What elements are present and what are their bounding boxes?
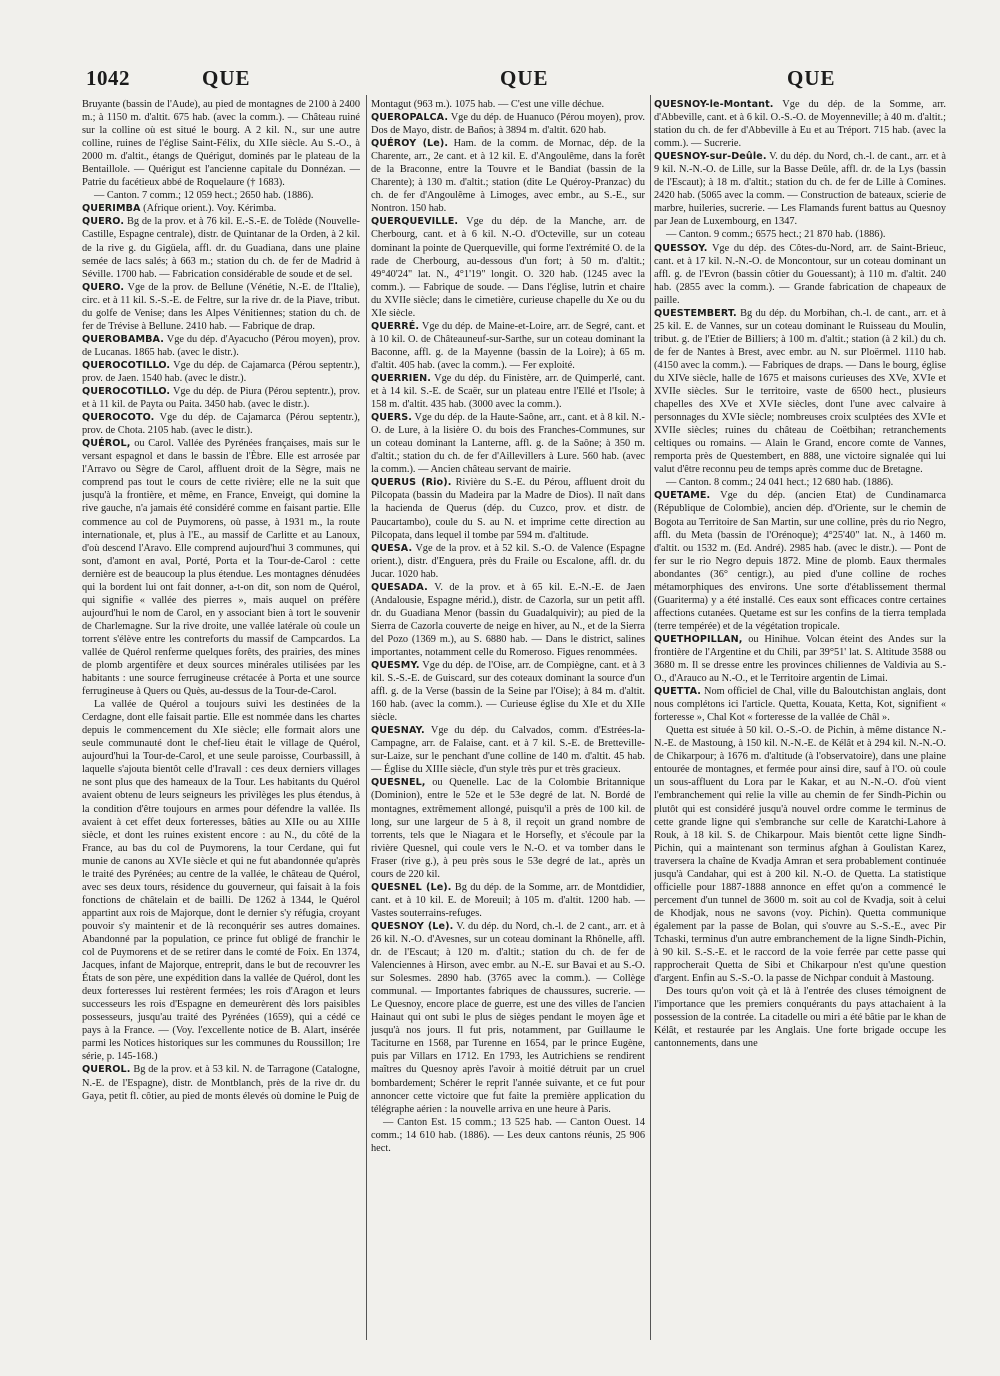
entry-text: Vge de la prov. et à 52 kil. S.-O. de Valence (Espagne orient.), distr. d'Enguera, près du Fraile ou Escalone, affl. dr. du Jucar. 1020 hab. [371,542,645,580]
entry-headword: QUESNAY. [371,725,425,737]
entry-text: Vge du dép. de la Haute-Saône, arr., cant. et à 8 kil. N.-O. de Lure, à la lisière O. du bois des Franches-Communes, sur un coteau dominant la Lanterne, affl. g. de la Saône; à 350 m. d'altit.; station du ch. de fer d'Aillevillers à Lure. 560 hab. (avec la comm.). — Ancien château servant de mairie. [371,412,645,476]
entry-text: Vge du dép. de la Manche, arr. de Cherbourg, cant. et à 6 kil. N.-O. d'Octeville, sur un coteau dominant la pointe de Querqueville, qui forme l'extrémité O. de la rade de Cherbourg, au-dessous d'un fort; à 50 m. d'altit.; 49°40'24" lat. N., 4°1'19" longit. O. 320 hab. (1245 avec la comm.). — Fabrique de soude. — Dans l'église, lutrin et chaire du XVIIe siècle; dans le cimetière, curieuse chapelle du Xe ou du XIe siècle. [371,216,645,319]
dictionary-entry [371,137,645,215]
column-divider [650,95,651,1340]
entry-headword: QUESTEMBERT. [654,307,737,319]
dictionary-entry [82,1063,360,1102]
dictionary-entry [654,476,946,489]
entry-text: Vge du dép. de Piura (Pérou septentr.), prov. et à 11 kil. de Payta ou Paita. 3450 hab. (avec le distr.). [82,386,360,411]
dictionary-entry [82,189,360,202]
text-column-2 [371,98,645,1348]
dictionary-entry [371,920,645,1116]
entry-text: Rivière du S.-E. du Pérou, affluent droit du Pilcopata (bassin du Madeira par la Madre de Dios). Il naît dans la hacienda de Querus (dép. du Cuzco, prov. et distr. de Paucartambo), coule du S. au N. et imprime cette direction au Pilcopata, dans lequel il tombe par 594 m. d'altitude. [371,477,645,541]
entry-headword: QUÉROY (Le). [371,138,449,150]
dictionary-entry [654,150,946,228]
running-head-left: QUE [202,66,251,90]
entry-text: ou Quenelle. Lac de la Colombie Britannique (Dominion), entre le 52e et le 53e degré de lat. N. Bordé de montagnes, extrêmement allongé, puisqu'il a près de 100 kil. de long, sur une largeur de 5 à 8, il reçoit un grand nombre de torrents, tels que le Niagara et le Horsefly, et s'écoule par la rivière Quesnel, qui coule vers le N.-O. et va tomber dans le Fraser (rive g.), à peu près sous le 53e degré de lat., après un cours de 220 kil. [371,777,645,880]
entry-headword: QUEROCOTILLO. [82,386,171,398]
entry-text: Vge de la prov. de Bellune (Vénétie, N.-E. de l'Italie), circ. et à 11 kil. S.-S.-E. de Feltre, sur la rive dr. de la Piave, tribut. du golfe de Venise; dans les Alpes Vénitiennes; station du ch. de fer de Trévise à Bellune. 2410 hab. — Fabrique de drap. [82,281,360,332]
running-head-middle: QUE [500,66,549,90]
entry-text: Vge du dép. du Calvados, comm. d'Estrées-la-Campagne, arr. de Falaise, cant. et à 7 kil. S.-E. de Bretteville-sur-Laize, sur le penchant d'une colline de 140 m. d'altit. 45 hab. — Église du XIIIe siècle, d'un style très pur et très gracieux. [371,725,645,776]
dictionary-entry [82,437,360,698]
text-column-3 [654,98,946,1348]
entry-headword: QUERO. [82,281,125,293]
dictionary-entry [654,633,946,685]
dictionary-entry [654,307,946,477]
entry-headword: QUETAME. [654,490,711,502]
entry-text: Bg de la prov. et à 76 kil. E.-S.-E. de Tolède (Nouvelle-Castille, Espagne centrale), distr. de Quintanar de la Orden, à 2 kil. de la rive g. du Gigüela, affl. dr. du Guadiana, dans une plaine semée de lacs salés; à 663 m.; station du ch. de fer de Madrid à Séville. 1700 hab. — Fabrication considérable de soude et de sel. [82,216,360,280]
dictionary-entry [82,359,360,385]
entry-headword: QUESSOY. [654,242,708,254]
running-head [80,62,970,92]
entry-text: Nom officiel de Chal, ville du Baloutchistan anglais, dont nous complétons ici l'article. Quetta, Kouata, Ketta, Kot, signifient « forteresse », Chal Kot « forteresse de la vallée de Châl ». [654,686,946,724]
entry-text: V. de la prov. et à 65 kil. E.-N.-E. de Jaen (Andalousie, Espagne mérid.), distr. de Cazorla, sur un petit affl. dr. du Guadiana Menor (bassin du Guadalquivir); au pied de la Sierra de Cazorla couverte de neige en hiver, au N., et de la Sierra del Pozo (1369 m.), au S. 6880 hab. — Dans le district, salines importantes, notamment celle du Romeroso. Figues renommées. [371,581,645,658]
entry-headword: QUESNEL, [371,777,426,789]
entry-headword: QUEROBAMBA. [82,333,164,345]
entry-text: Vge du dép. (ancien Etat) de Cundinamarca (République de Colombie), ancien dép. d'Oriente, sur le chemin de Bogota au Territoire de San Martin, sur une colline, près du rio Negro, affl. du Meta (bassin de l'Orénoque); 4°25'40" lat. N., à 1460 m. d'altit. ou 1532 m. (Ed. André). 2985 hab. (avec le distr.). — Pont de fer sur le rio Negro depuis 1872. Mine de plomb. Eaux thermales abondantes (36° centigr.), au pied d'une colline de roches métamorphiques des environs. Une sorte d'établissement thermal (Guariterma) y a été installé. Ces eaux sont efficaces contre certaines affections cutanées. Quetame est sur les confins de la tierra templada (terre tempérée) et de la végétation tropicale. [654,490,946,632]
entry-text: Quetta est située à 50 kil. O.-S.-O. de Pichin, à même distance N.-N.-E. de Mastoung, à 150 kil. N.-N.-E. de Kélât et à 294 kil. N.-N.-O. de Chikarpour; à 1676 m. d'altitude (à l'observatoire), dans une plaine entourée de montagnes, et fermée pour ainsi dire, sauf à l'O. où coule un sous-affluent du Lora par le Kakar, et au N.-N.-O. d'où vient l'embranchement qui relie la ville au chemin de fer Sindh-Pichin ou plutôt qui est considéré jusqu'à nouvel ordre comme le terminus de cette grande ligne qui s'embranche sur celle de Karatchi-Lahore à Rouk, à 18 kil. S. de Chikarpour. Mais bientôt cette ligne Sindh-Pichin, qui a maintenant son terminus afghan à Goulistan Karez, traversera la chaîne de Kvadja Amran et sera probablement continuée jusqu'à Candahar, qui est à 200 kil. N.-O. de Quetta. La statistique officielle pour 1887-1888 annonce en effet qu'on a commencé le percement d'un tunnel de 3600 m. soit au col de Kvadja, soit à celui de Khodjak, nous ne savons (voy. Pichin). Quetta communique également par la passe de Bolan, qui s'ouvre au S.-S.-E., avec Pir Tchaski, terminus d'un autre embranchement de la ligne Sindh-Pichin, à 90 kil. S.-S.-E. et le raccord de la voie ferrée par cette passe qui rapprocherait Quetta de Sibi et Chikarpour n'est qu'une question d'argent. Enfin au S.-S.-O. la passe de Nichpar conduit à Mastoung. [654,725,946,985]
dictionary-entry [371,776,645,880]
entry-text: ou Carol. Vallée des Pyrénées françaises, mais sur le versant espagnol et dans le bassin de l'Èbre. Elle est arrosée par l'Arravo ou Sègre de Carol, affluent droit de la Sègre, mais ne comprend pas tout le cours de cette rivière; elle ne la suit que jusqu'à la frontière, et même, en France, Enveigt, qui domine la rive gauche, n'a jamais été considéré comme en faisant partie. Elle commence au col de Puymorens, où passe, à 1931 m., la route internationale, et, plus à l'E., au massif de Carlitte et au Lanoux, d'où descend l'Aravo. Elle comprend aujourd'hui 3 communes, qui sont, d'amont en aval, Porté, Porta et la Tour-de-Carol : cette dernière est de beaucoup la plus étendue. Les montagnes dénudées qui la bordent lui ont fait donner, a-t-on dit, son nom de Quérol, qui signifie « vallée des pierres », mais auquel on préfère aujourd'hui le nom de Carol, en y associant bien à tort le souvenir de Charlemagne. Sur la rive droite, une vallée latérale où coule un torrent s'élève entre les contreforts du massif de Campcardos. La vallée de Quérol renferme quelques forêts, des prairies, des mines de plomb argentifère et deux sources minérales utilisées par les habitants : une source ferrugineuse crétacée à Porta et une source ferrugineuse à Quers ou Quès, au-dessus de la Tour-de-Carol. [82,438,360,698]
entry-text: Vge du dép. de l'Oise, arr. de Compiègne, cant. et à 3 kil. S.-S.-E. de Guiscard, sur des coteaux dominant la source d'un affl. g. de la Verse (bassin de la Seine par l'Oise); à 84 m. d'altit. 160 hab. (avec la comm.). — Curieuse église du XIe et du XIIe siècle. [371,660,645,724]
dictionary-entry [371,581,645,659]
dictionary-entry [654,98,946,150]
entry-text: Bg de la prov. et à 53 kil. N. de Tarragone (Catalogne, N.-E. de l'Espagne), distr. de Montblanch, près de la rive dr. du Gaya, petit fl. côtier, au pied de monts élevés où domine le Puig de [82,1064,360,1102]
entry-headword: QUESNOY-sur-Deûle. [654,151,767,163]
entry-headword: QUERIMBA [82,203,141,215]
dictionary-entry [654,228,946,241]
dictionary-entry [371,542,645,581]
entry-text: Vge du dép. de Maine-et-Loire, arr. de Segré, cant. et à 10 kil. O. de Châteauneuf-sur-Sarthe, sur un coteau dominant la Baconne, affl. g. de la Mayenne (bassin de la Loire); à 65 m. d'altit. 405 hab. (avec la comm.). — Fer exploité. [371,320,645,371]
dictionary-entry [654,685,946,724]
entry-headword: QUESNOY (Le). [371,920,454,932]
entry-text: Bruyante (bassin de l'Aude), au pied de montagnes de 2100 à 2400 m.; à 1150 m. d'altit. 675 hab. (avec la comm.). — Château ruiné sur la colline où est situé le bourg. A 2 kil. N., sur une autre colline, ruines de l'église Saint-Félix, du XIIe siècle. Au S.-O., à 2000 m. d'altit., étangs de Quérigut, dominés par le plateau de la Bentaillole. — Quérigut est l'ancienne capitale du Donnézan. — Patrie du facétieux abbé de Roquelaure († 1683). [82,99,360,189]
entry-headword: QUETTA. [654,686,702,698]
entry-text: Vge du dép. de Huanuco (Pérou moyen), prov. Dos de Mayo, distr. de Baños; à 3894 m. d'altit. 620 hab. [371,112,645,137]
dictionary-entry [82,202,360,215]
page-number: 1042 [86,66,130,90]
dictionary-entry [371,411,645,476]
entry-text: Des tours qu'on voit çà et là à l'entrée des cluses témoignent de l'importance que les premiers conquérants du pays attachaient à la possession de la contrée. La citadelle ou miri a été bâtie par le khan de Kélât, et restaurée par les Anglais. Une forte brigade occupe les cantonnements, dans une [654,986,946,1050]
entry-text: V. du dép. du Nord, ch.-l. de 2 cant., arr. et à 26 kil. N.-O. d'Avesnes, sur un coteau dominant la Rhônelle, affl. dr. de l'Escaut; à 120 m. d'altit.; station du ch. de fer de Valenciennes à Hirson, avec embr. au N.-E. sur Bavai et au S.-O. sur Solesmes. 2890 hab. (3765 avec la comm.). — Collège communal. — Importantes fabriques de chaussures, sucrerie. — Le Quesnoy, encore place de guerre, est une des villes de l'ancien Hainaut qui ont subi le plus de sièges pendant le moyen âge et jusqu'à nos jours. Il fut pris, notamment, par Guillaume le Taciturne en 1568, par Turenne en 1654, par le prince Eugène, puis par Villars en 1712. En 1793, les Autrichiens se rendirent maîtres du Quesnoy après l'avoir à moitié détruit par un cruel bombardement; Schérer le reprit l'année suivante, et ce fut pour annoncer cette victoire que fut faite la première application du télégraphe aérien : la nouvelle arriva en une heure à Paris. [371,920,645,1115]
dictionary-entry [654,489,946,633]
entry-text: (Afrique orient.). Voy. Kérimba. [140,203,277,215]
entry-headword: QUERRIEN. [371,372,431,384]
entry-text: V. du dép. du Nord, ch.-l. de cant., arr. et à 9 kil. N.-N.-O. de Lille, sur la Basse Deûle, affl. dr. de la Lys (bassin de l'Escaut); à 18 m. d'altit.; station du ch. de fer de Lille à Comines. 2420 hab. (5065 avec la comm. — Construction de bateaux, scierie de marbre, huileries, sucrerie. — Les Flamands furent battus au Quesnoy par Jean de Luxembourg, en 1347. [654,151,946,228]
dictionary-entry [371,372,645,411]
entry-headword: QUÉROL, [82,438,131,450]
entry-headword: QUEROPALCA. [371,112,449,124]
entry-headword: QUEROL. [82,1064,131,1076]
dictionary-entry [82,698,360,1063]
dictionary-entry [82,411,360,437]
dictionary-entry [82,98,360,189]
entry-headword: QUESA. [371,542,413,554]
dictionary-entry [371,881,645,920]
entry-text: Bg du dép. de la Somme, arr. de Montdidier, cant. et à 10 kil. E. de Moreuil; à 105 m. d'altit. 1200 hab. — Vastes souterrains-refuges. [371,881,645,919]
entry-text: Vge du dép. des Côtes-du-Nord, arr. de Saint-Brieuc, cant. et à 17 kil. N.-N.-O. de Moncontour, sur un coteau dominant un affl. g. de l'Evron (bassin côtier du Gouessant); à 110 m. d'altit. 240 hab. (2855 avec la comm.). — Grande fabrication de chapeaux de paille. [654,242,946,306]
entry-headword: QUERO. [82,216,125,228]
dictionary-entry [371,98,645,111]
entry-text: — Canton Est. 15 comm.; 13 525 hab. — Canton Ouest. 14 comm.; 14 610 hab. (1886). — Les deux cantons réunis, 25 906 hect. [371,1116,645,1154]
entry-headword: QUERRÉ. [371,320,420,332]
entry-headword: QUERQUEVILLE. [371,216,459,228]
entry-text: — Canton. 8 comm.; 24 041 hect.; 12 680 hab. (1886). [666,477,894,489]
entry-headword: QUERS. [371,412,413,424]
entry-headword: QUESMY. [371,660,420,672]
dictionary-entry [371,111,645,137]
entry-text: — Canton. 9 comm.; 6575 hect.; 21 870 hab. (1886). [666,229,886,241]
dictionary-entry [371,724,645,776]
entry-text: Ham. de la comm. de Mornac, dép. de la Charente, arr., 2e cant. et à 12 kil. E. d'Angoulême, dans la forêt de la Braconne, entre la Touvre et le Bandiat (bassin de la Charente); à 130 m. d'altit.; station (dite Le Quéroy-Pranzac) du ch. de fer d'Angoulême à Limoges, avec embr., au S.-E., sur Nontron. 150 hab. [371,138,645,215]
entry-headword: QUETHOPILLAN, [654,633,743,645]
dictionary-entry [371,476,645,541]
entry-text: Vge du dép. de la Somme, arr. d'Abbeville, cant. et à 6 kil. O.-S.-O. de Moyenneville; à 40 m. d'altit.; station du ch. de fer d'Abbeville à Eu et au Tréport. 715 hab. (avec la comm.). — Sucrerie. [654,99,946,150]
entry-text: Vge du dép. d'Ayacucho (Pérou moyen), prov. de Lucanas. 1865 hab. (avec le distr.). [82,333,360,358]
dictionary-entry [654,242,946,307]
text-column-1 [82,98,360,1348]
dictionary-entry [371,659,645,724]
entry-text: Montagut (963 m.). 1075 hab. — C'est une ville déchue. [371,99,605,110]
entry-headword: QUESADA. [371,581,428,593]
entry-headword: QUEROCOTO. [82,412,155,424]
dictionary-entry [82,385,360,411]
dictionary-entry [371,320,645,372]
entry-text: ou Hinihue. Volcan éteint des Andes sur la frontière de l'Argentine et du Chili, par 39°51' lat. S. Altitude 3588 ou 3680 m. Il se dresse entre les provinces chiliennes de Valdivia au S.-O., d'Arauco au N.-O., et le Territoire argentin de Limai. [654,633,946,685]
dictionary-entry [371,1116,645,1155]
entry-headword: QUERUS (Rio). [371,477,452,489]
dictionary-entry [82,215,360,280]
running-head-right: QUE [787,66,836,90]
entry-text: Bg du dép. du Morbihan, ch.-l. de cant., arr. et à 25 kil. E. de Vannes, sur un coteau dominant le Ruisseau du Moulin, tribut. g. de l'Etier de Billiers; à 100 m. d'altit.; station (à 2 kil.) du ch. de fer de Nantes à Brest, avec embr. au N. sur Ploërmel. 1110 hab. (4150 avec la comm.). — Fabriques de draps. — Dans le bourg, église du XIVe siècle, halle de 1675 et maisons curieuses des XVe, XVIe et XVIIe siècles. Sur le territoire, vaste de 6500 hect., plusieurs chapelles des XVe et XVIe siècles, dont l'une avec calvaire à personnages du XVIe siècle; nombreuses croix sculptées des XVIe et XVIIe siècles; ruines du château de Coëtbihan; retranchements celtiques ou romains. — Alain le Grand, encore comte de Vannes, remporta près de Questembert, en 888, une victoire signalée qui lui valut d'être reconnu peu de temps après comme duc de Bretagne. [654,307,946,476]
entry-headword: QUEROCOTILLO. [82,359,171,371]
entry-headword: QUESNEL (Le). [371,881,452,893]
dictionary-entry [371,215,645,319]
dictionary-entry [82,281,360,333]
column-divider [366,95,367,1340]
entry-text: La vallée de Quérol a toujours suivi les destinées de la Cerdagne, dont elle faisait partie. Elle est nommée dans les chartes depuis le commencement du XIe siècle; elle formait alors une seule communauté dont le chef-lieu était le village de Quérol, aujourd'hui la Tour-de-Carol, et une seule paroisse, Courbassill, à laquelle s'ajouta bientôt celle d'Iravall : ces deux derniers villages ne sont plus que des hameaux de la Tour. Les habitants du Quérol avaient obtenu de leurs seigneurs les privilèges les plus étendus, à la condition d'être toujours en armes pour défendre la vallée. Ils avaient à cet effet deux forteresses, bâties au XIIe ou au XIIIe siècle, et dont les ruines existent encore : au N., du côté de la France, au bas du col de Puymorens, la tour Cerdane, qui fut munie de canons au XVIe siècle et qui ne fut abandonnée qu'après le traité des Pyrénées; au centre de la vallée, le château de Quérol, avec ses deux tours, résidence du gouverneur, qui faisait à la fois fonctions de châtelain et de bailli. De 1262 à 1344, le Quérol appartint aux rois de Majorque, dont le dernier s'y réfugia, croyant pouvoir s'y maintenir et de là reconquérir ses autres domaines. Abandonné par la population, ce prince fut obligé de franchir le col de Puymorens et de se retirer dans le comté de Foix. En 1374, Jacques, infant de Majorque, entreprit, dans le but de recouvrer les États de son père, une expédition dans la vallée de Quérol, dont les deux forteresses lui restèrent fermées; les rois d'Aragon et leurs successeurs les rois d'Espagne en demeurèrent dès lors paisibles possesseurs, jusqu'au traité des Pyrénées (1659), qui a cédé ce pays à la France. — (Voy. l'excellente notice de B. Alart, insérée parmi les Notices historiques sur les communes du Roussillon; 1re série, p. 145-168.) [82,699,360,1063]
dictionary-entry [82,333,360,359]
entry-headword: QUESNOY-le-Montant. [654,99,774,110]
entry-text: Vge du dép. de Cajamarca (Pérou septentr.), prov. de Chota. 2105 hab. (avec le distr.). [82,412,360,437]
dictionary-entry [654,985,946,1050]
entry-text: — Canton. 7 comm.; 12 059 hect.; 2650 hab. (1886). [94,190,314,202]
entry-text: Vge du dép. de Cajamarca (Pérou septentr.), prov. de Jaen. 1540 hab. (avec le distr.). [82,359,360,384]
entry-text: Vge du dép. du Finistère, arr. de Quimperlé, cant. et à 14 kil. S.-E. de Scaër, sur un plateau entre l'Ellé et l'Isole; à 158 m. d'altit. 435 hab. (3000 avec la comm.). [371,372,645,411]
dictionary-entry [654,724,946,985]
